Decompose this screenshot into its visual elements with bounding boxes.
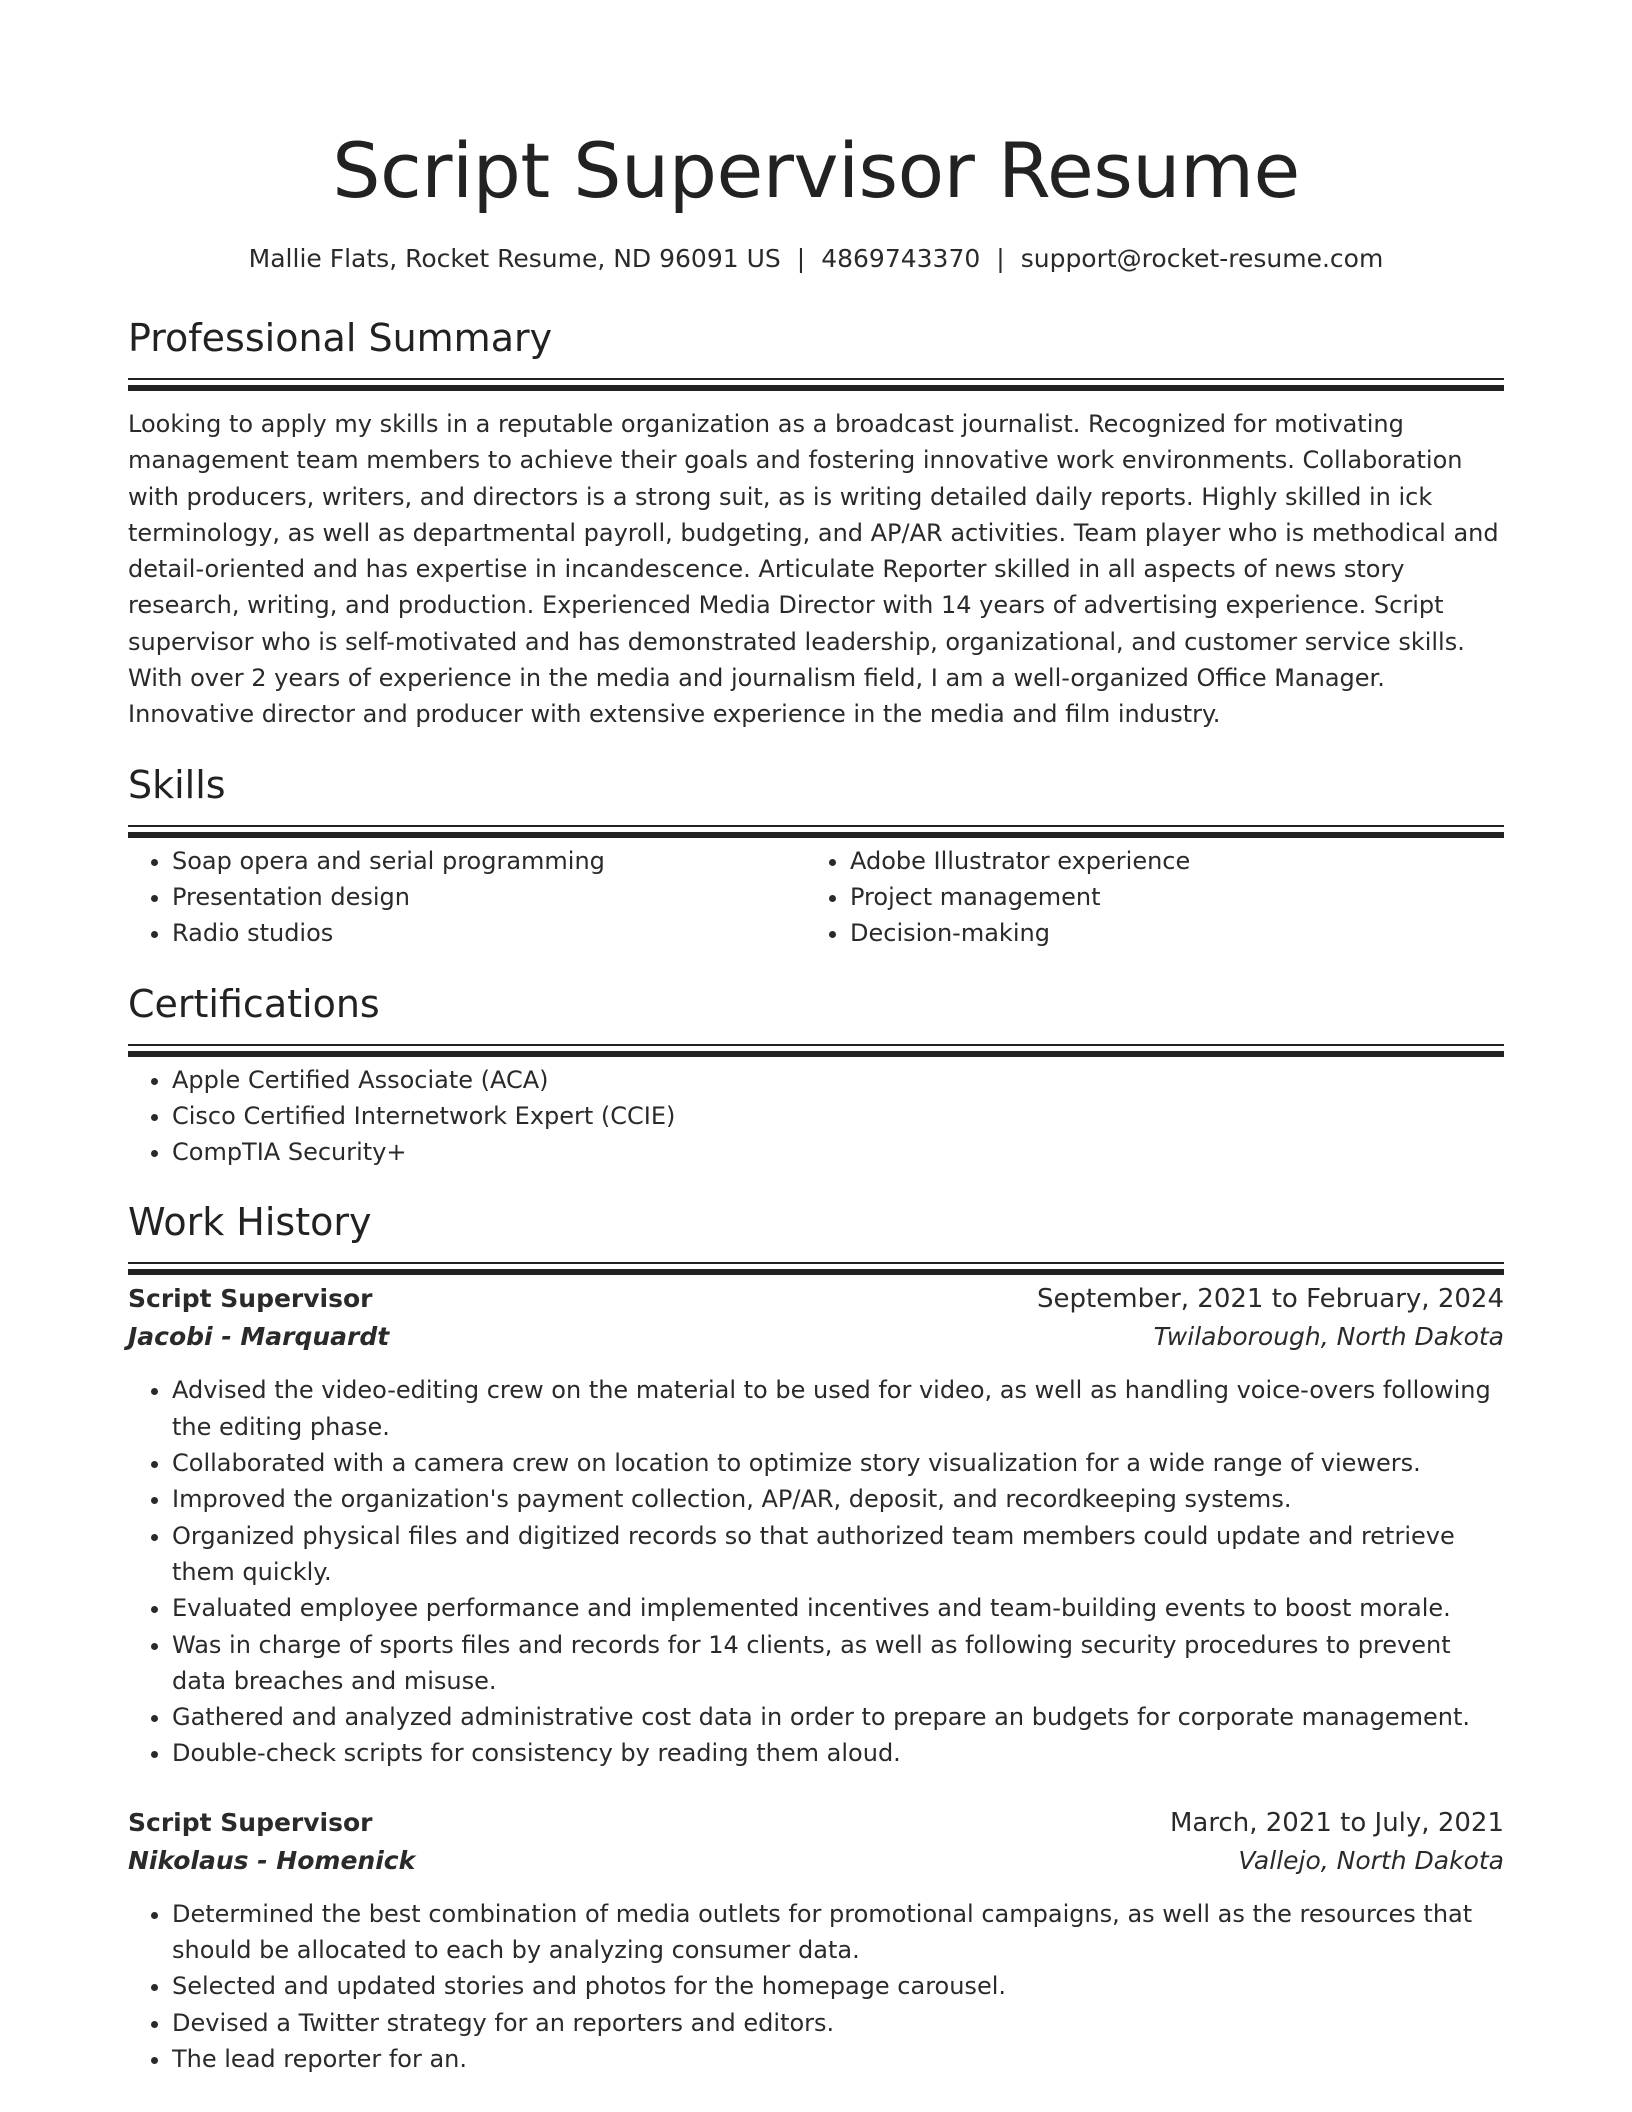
job-bullet: • The lead reporter for an.: [172, 2041, 1504, 2077]
skill-item: • Soap opera and serial programming: [172, 843, 806, 879]
skills-section: [128, 761, 1504, 952]
skills-columns: [128, 843, 1504, 952]
job-bullet: • Devised a Twitter strategy for an reporters and editors.: [172, 2005, 1504, 2041]
contact-separator: |: [996, 244, 1005, 273]
contact-address: Mallie Flats, Rocket Resume, ND 96091 US: [248, 244, 781, 273]
section-divider: [128, 1044, 1504, 1046]
section-divider: [128, 1262, 1504, 1264]
job-location: Twilaborough, North Dakota: [1153, 1322, 1504, 1352]
job-bullet: • Double-check scripts for consistency by reading them aloud.: [172, 1735, 1504, 1771]
job-entry: [128, 1804, 1504, 2077]
summary-heading: Professional Summary: [128, 316, 553, 360]
summary-text: Looking to apply my skills in a reputable organization as a broadcast journalist. Recognized for motivating management team members to achieve their goals and fostering innovative work environments. Collaboration with producers, writers, and directors is a strong suit, as is writing detailed daily reports. Highly skilled in ick terminology, as well as departmental payroll, budgeting, and AP/AR activities. Team player who is methodical and detail-oriented and has expertise in incandescence. Articulate Reporter skilled in all aspects of news story research, writing, and production. Experienced Media Director with 14 years of advertising experience. Script supervisor who is self-motivated and has demonstrated leadership, organizational, and customer service skills. With over 2 years of experience in the media and journalism field, I am a well-organized Office Manager. Innovative director and producer with extensive experience in the media and film industry.: [128, 410, 1499, 729]
job-dates: September, 2021 to February, 2024: [1037, 1284, 1504, 1315]
job-bullet: • Was in charge of sports files and records for 14 clients, as well as following security procedures to prevent data breaches and misuse.: [172, 1627, 1504, 1700]
job-bullet: • Organized physical files and digitized records so that authorized team members could update and retrieve them quickly.: [172, 1518, 1504, 1591]
skills-heading: Skills: [128, 762, 226, 807]
section-divider: [128, 825, 1504, 827]
job-bullets: [128, 1372, 1504, 1771]
job-company: Nikolaus - Homenick: [128, 1845, 416, 1875]
resume-page: [128, 0, 1504, 2077]
certification-item: • Cisco Certified Internetwork Expert (CCIE): [172, 1098, 1504, 1134]
certifications-section: [128, 980, 1504, 1171]
skills-list-right: [806, 843, 1484, 952]
job-subheader-row: [128, 1318, 1504, 1356]
skill-item: • Presentation design: [172, 879, 806, 915]
skills-column-left: [128, 843, 806, 952]
job-title: Script Supervisor: [128, 1284, 373, 1314]
certifications-list: [128, 1062, 1504, 1171]
certification-item: • CompTIA Security+: [172, 1134, 1504, 1170]
job-bullets: [128, 1896, 1504, 2077]
job-bullet: • Gathered and analyzed administrative cost data in order to prepare an budgets for corporate management.: [172, 1699, 1504, 1735]
document-title: Script Supervisor Resume: [332, 126, 1300, 215]
job-entry: [128, 1280, 1504, 1771]
certifications-heading: Certifications: [128, 981, 380, 1026]
work-history-heading: Work History: [128, 1200, 372, 1245]
skill-item: • Adobe Illustrator experience: [850, 843, 1484, 879]
job-bullet: • Selected and updated stories and photos for the homepage carousel.: [172, 1968, 1504, 2004]
job-bullet: • Advised the video-editing crew on the material to be used for video, as well as handling voice-overs following the editing phase.: [172, 1372, 1504, 1445]
contact-email: support@rocket-resume.com: [1020, 244, 1384, 273]
skill-item: • Radio studios: [172, 915, 806, 951]
job-location: Vallejo, North Dakota: [1238, 1845, 1504, 1875]
job-bullet: • Evaluated employee performance and implemented incentives and team-building events to boost morale.: [172, 1590, 1504, 1626]
job-title: Script Supervisor: [128, 1807, 373, 1837]
job-bullet: • Determined the best combination of media outlets for promotional campaigns, as well as the resources that should be allocated to each by analyzing consumer data.: [172, 1896, 1504, 1969]
job-bullet: • Improved the organization's payment collection, AP/AR, deposit, and recordkeeping systems.: [172, 1481, 1504, 1517]
contact-line: [128, 243, 1504, 275]
job-subheader-row: [128, 1842, 1504, 1880]
skills-column-right: [806, 843, 1484, 952]
skills-list-left: [128, 843, 806, 952]
job-header-row: [128, 1280, 1504, 1318]
skill-item: • Project management: [850, 879, 1484, 915]
job-header-row: [128, 1804, 1504, 1842]
job-company: Jacobi - Marquardt: [128, 1322, 390, 1352]
contact-separator: |: [796, 244, 806, 273]
summary-section: [128, 314, 1504, 733]
certification-item: • Apple Certified Associate (ACA): [172, 1062, 1504, 1098]
work-history-section: [128, 1198, 1504, 2077]
job-bullet: • Collaborated with a camera crew on location to optimize story visualization for a wide range of viewers.: [172, 1445, 1504, 1481]
contact-phone: 4869743370: [821, 244, 981, 273]
job-dates: March, 2021 to July, 2021: [1169, 1807, 1504, 1838]
skill-item: • Decision-making: [850, 915, 1484, 951]
section-divider: [128, 378, 1504, 380]
